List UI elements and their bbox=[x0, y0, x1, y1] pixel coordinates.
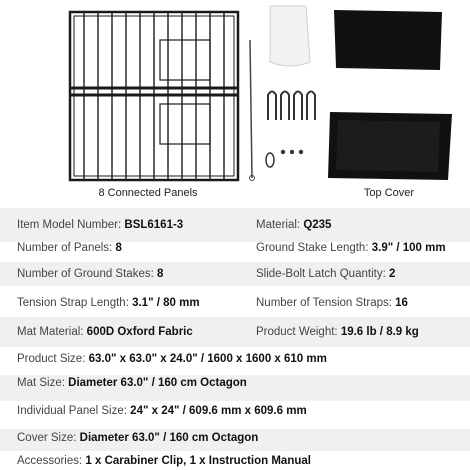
strap-count-value: 16 bbox=[395, 297, 408, 309]
latch-qty-label: Slide-Bolt Latch Quantity: bbox=[256, 268, 386, 280]
spec-row bbox=[0, 429, 470, 451]
spec-row bbox=[0, 375, 470, 401]
ground-stake-image bbox=[250, 40, 252, 178]
stakes-value: 8 bbox=[157, 268, 164, 280]
folded-top-cover-image bbox=[328, 10, 452, 180]
stake-length-value: 3.9" / 100 mm bbox=[371, 242, 446, 254]
spec-row bbox=[0, 293, 470, 317]
cover-size-value: Diameter 63.0" / 160 cm Octagon bbox=[79, 432, 259, 444]
spec-row bbox=[0, 401, 470, 429]
panels-caption: 8 Connected Panels bbox=[98, 187, 198, 199]
cover-size-label: Cover Size: bbox=[17, 432, 77, 444]
weight-label: Product Weight: bbox=[256, 326, 338, 338]
spec-row bbox=[0, 208, 470, 242]
panel-size-value: 24" x 24" / 609.6 mm x 609.6 mm bbox=[130, 405, 307, 417]
panels-value: 8 bbox=[115, 242, 122, 254]
panels-label: Number of Panels: bbox=[17, 242, 113, 254]
strap-length-label: Tension Strap Length: bbox=[17, 297, 129, 309]
accessories-value: 1 x Carabiner Clip, 1 x Instruction Manual bbox=[85, 455, 311, 467]
latch-qty-value: 2 bbox=[388, 268, 396, 280]
product-size-label: Product Size: bbox=[17, 353, 86, 365]
top-cover-caption: Top Cover bbox=[363, 187, 415, 199]
product-photo bbox=[0, 0, 470, 205]
accessories-label: Accessories: bbox=[17, 455, 83, 467]
stakes-label: Number of Ground Stakes: bbox=[17, 268, 154, 280]
mat-material-value: 600D Oxford Fabric bbox=[86, 326, 193, 338]
mesh-bag-image bbox=[270, 6, 310, 66]
product-size-value: 63.0" x 63.0" x 24.0" / 1600 x 1600 x 610 mm bbox=[88, 353, 327, 365]
u-stakes-image bbox=[268, 92, 315, 121]
material-label: Material: bbox=[256, 219, 301, 231]
stake-length-label: Ground Stake Length: bbox=[256, 242, 369, 254]
weight-value: 19.6 lb / 8.9 kg bbox=[340, 326, 419, 338]
material-value: Q235 bbox=[303, 219, 332, 231]
spec-row bbox=[0, 347, 470, 375]
mat-material-label: Mat Material: bbox=[17, 326, 84, 338]
spec-row bbox=[0, 451, 470, 470]
clips-image bbox=[266, 150, 303, 167]
panel-size-label: Individual Panel Size: bbox=[17, 405, 127, 417]
strap-count-label: Number of Tension Straps: bbox=[256, 297, 392, 309]
wire-panels-image bbox=[70, 12, 238, 180]
item-model-value: BSL6161-3 bbox=[124, 219, 184, 231]
item-model-label: Item Model Number: bbox=[17, 219, 122, 231]
mat-size-value: Diameter 63.0" / 160 cm Octagon bbox=[68, 377, 247, 389]
spec-row bbox=[0, 317, 470, 347]
spec-row bbox=[0, 262, 470, 286]
mat-size-label: Mat Size: bbox=[17, 377, 65, 389]
strap-length-value: 3.1" / 80 mm bbox=[132, 297, 200, 309]
